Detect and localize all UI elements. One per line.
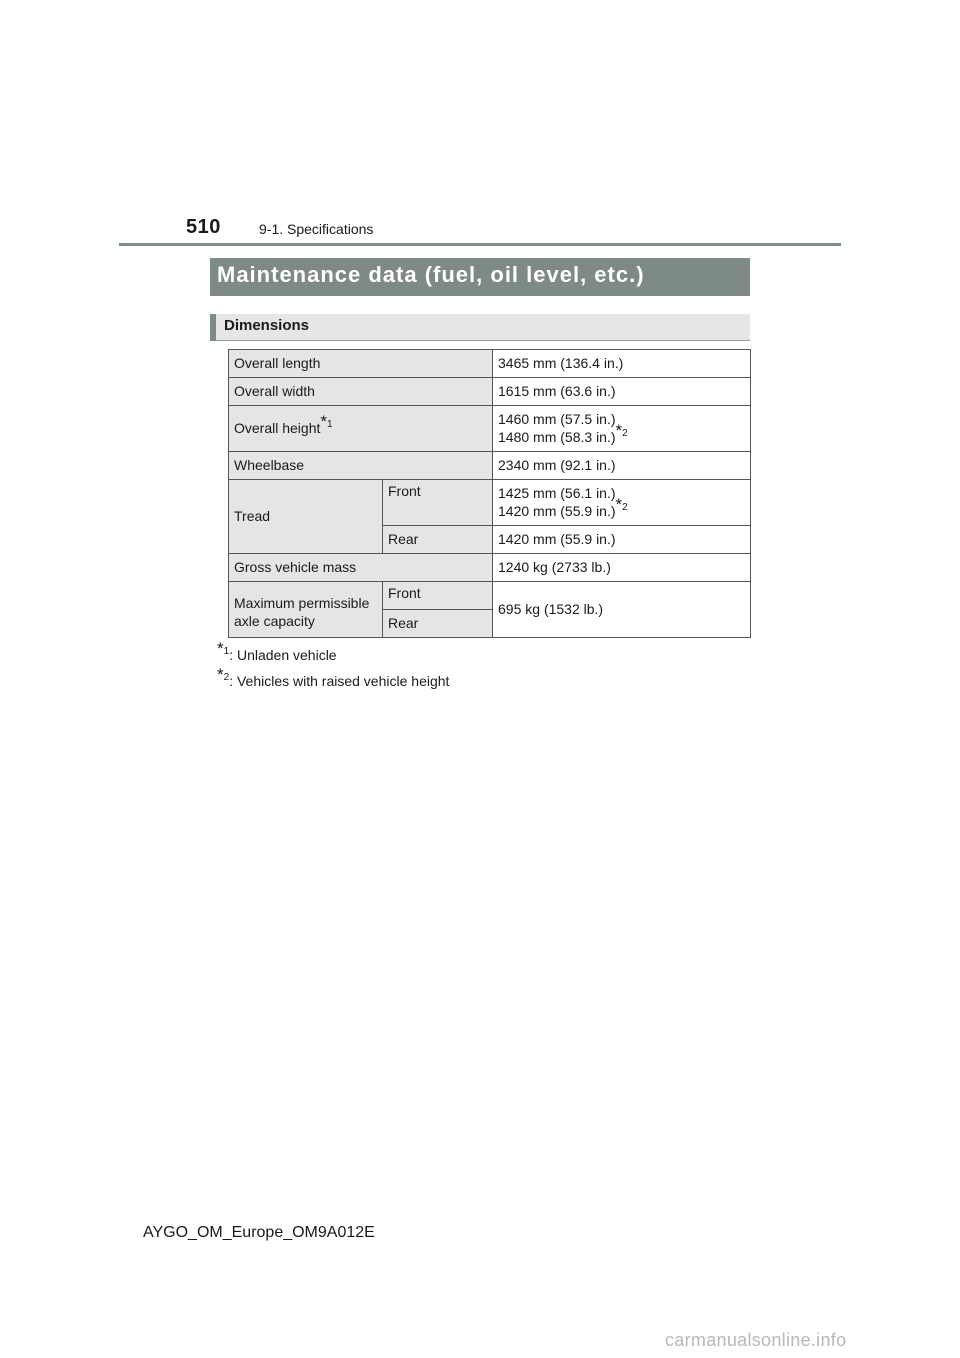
footnote-ref: *2: [615, 495, 628, 515]
header-divider: [119, 243, 841, 246]
page-number: 510: [186, 216, 221, 238]
row-value: [493, 480, 751, 526]
page-title: Maintenance data (fuel, oil level, etc.): [210, 258, 750, 296]
row-label: Tread: [229, 480, 383, 554]
row-value: 1240 kg (2733 lb.): [493, 554, 751, 582]
row-value: 695 kg (1532 lb.): [493, 582, 751, 638]
table-row: [229, 554, 751, 582]
footnote-ref: *2: [615, 421, 628, 441]
row-label: Overall length: [229, 350, 493, 378]
row-label: Wheelbase: [229, 452, 493, 480]
row-value: 1420 mm (55.9 in.): [493, 526, 751, 554]
row-label: [229, 406, 493, 452]
value-line: 1420 mm (55.9 in.)$^{*2}$: [498, 495, 628, 519]
row-value: 3465 mm (136.4 in.): [493, 350, 751, 378]
row-value: 2340 mm (92.1 in.): [493, 452, 751, 480]
sub-label: Rear: [383, 526, 493, 554]
row-value: [493, 406, 751, 452]
subheading-accent: [210, 314, 216, 341]
footnote: $^{*2}$: Vehicles with raised vehicle height: [217, 665, 450, 689]
table-row: [229, 378, 751, 406]
row-label: Overall width: [229, 378, 493, 406]
watermark[interactable]: carmanualsonline.info: [665, 1330, 847, 1350]
row-value: 1615 mm (63.6 in.): [493, 378, 751, 406]
table-row: [229, 582, 751, 610]
footnote-ref: *1: [320, 412, 333, 432]
footnote-mark: *2: [217, 665, 230, 685]
table-row: [229, 480, 751, 526]
section-label: 9-1. Specifications: [259, 221, 374, 237]
dimensions-table: [228, 349, 751, 638]
footnote-mark: *1: [217, 639, 230, 659]
table-row: [229, 406, 751, 452]
value-line: 1425 mm (56.1 in.): [498, 485, 616, 501]
row-label: Maximum permissible axle capacity: [229, 582, 383, 638]
value-line: 1460 mm (57.5 in.): [498, 411, 616, 427]
sub-label: Rear: [383, 610, 493, 638]
row-label: Gross vehicle mass: [229, 554, 493, 582]
value-line: 1480 mm (58.3 in.)$^{*2}$: [498, 421, 628, 445]
sub-label: Front: [383, 480, 493, 526]
footnote: $^{*1}$: Unladen vehicle: [217, 639, 337, 663]
table-row: [229, 452, 751, 480]
document-footer: AYGO_OM_Europe_OM9A012E: [143, 1224, 375, 1241]
table-row: [229, 350, 751, 378]
sub-label: Front: [383, 582, 493, 610]
subheading-text: Dimensions: [224, 317, 310, 334]
overall-height-label: Overall height: [234, 420, 321, 436]
subheading-bar: [210, 314, 750, 341]
